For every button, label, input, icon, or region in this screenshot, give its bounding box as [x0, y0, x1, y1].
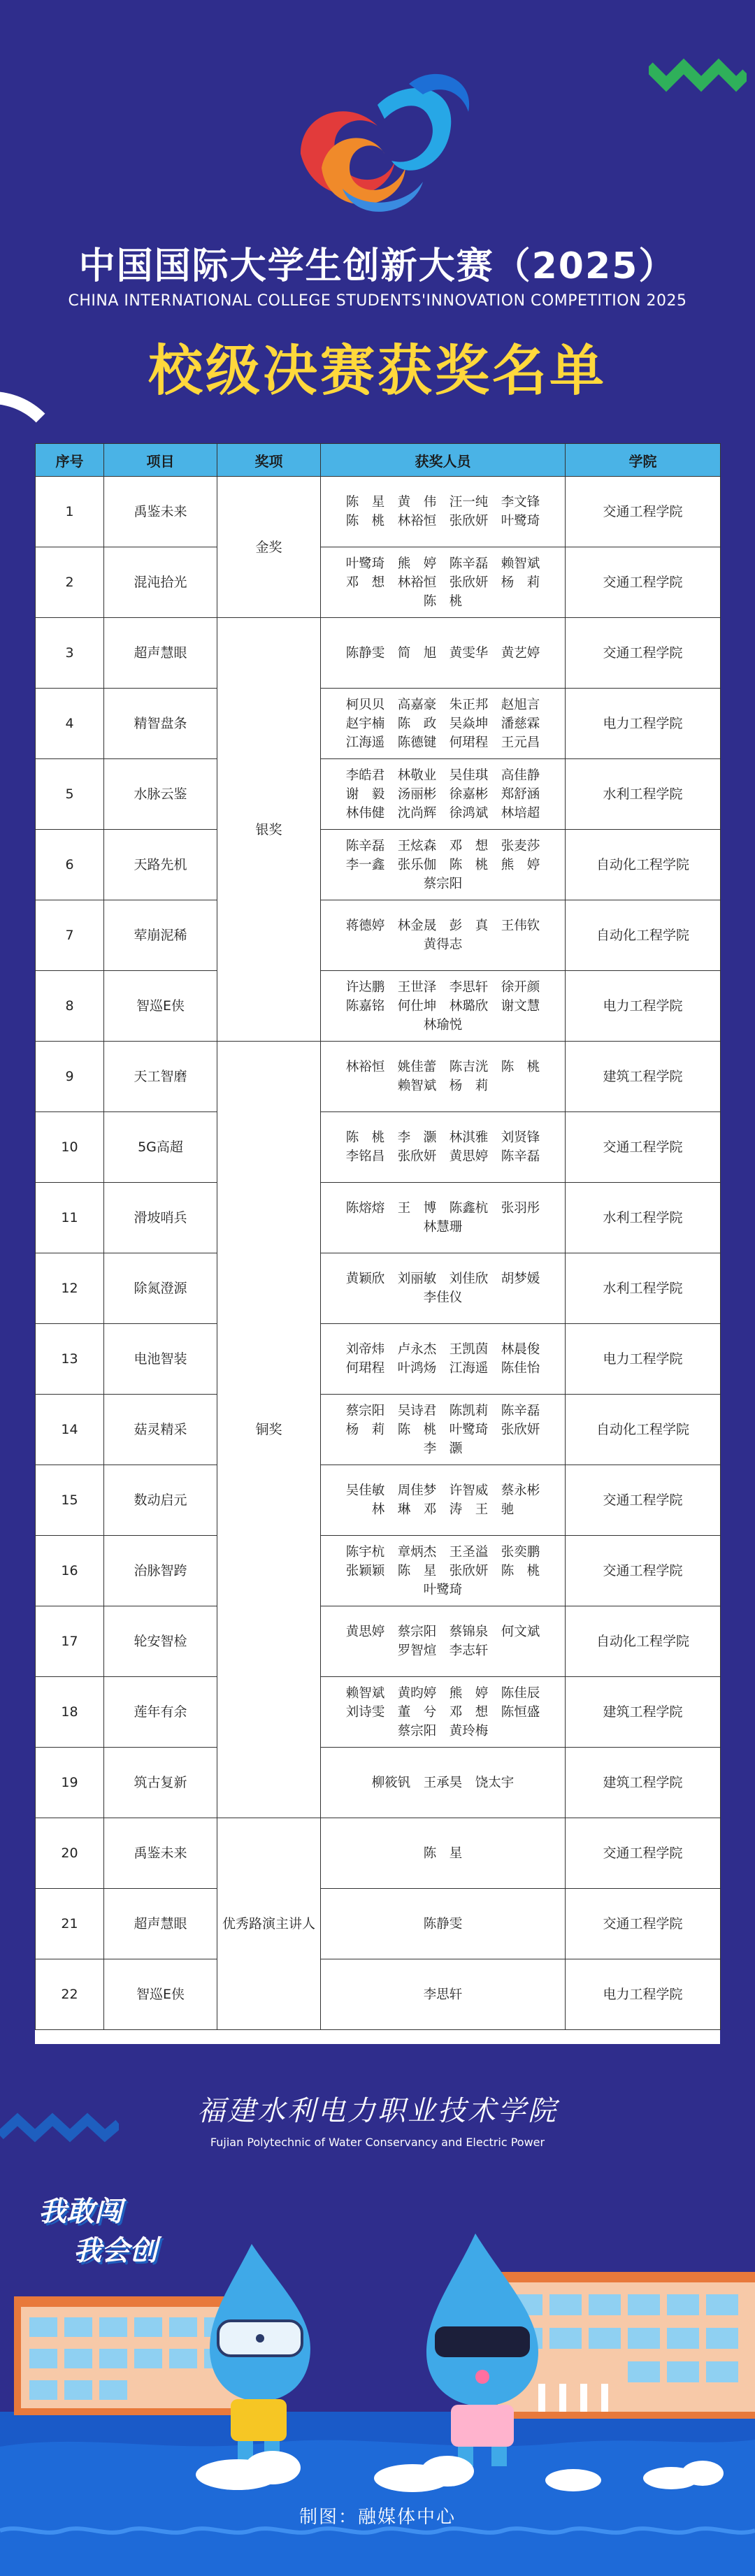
- slogan-line-1: 我敢闯: [38, 2196, 122, 2228]
- winner-line: 陈静雯 简 旭 黄雯华 黄艺婷: [345, 645, 540, 661]
- page-subtitle: 校级决赛获奖名单: [148, 340, 607, 403]
- cell-project: 天路先机: [104, 830, 217, 900]
- zigzag-decoration: [649, 49, 747, 98]
- table-row: [36, 618, 721, 689]
- cell-winners: [321, 1748, 566, 1818]
- cell-winners: [321, 1395, 566, 1465]
- header-award: 奖项: [217, 444, 321, 477]
- winner-line: 蔡宗阳 吴诗君 陈凯莉 陈辛磊: [345, 1403, 540, 1418]
- winner-line: 赖智斌 杨 莉: [397, 1079, 489, 1093]
- table-row: [36, 1395, 721, 1465]
- cell-no: 10: [36, 1112, 104, 1183]
- cell-project: 5G高超: [104, 1112, 217, 1183]
- winner-line: 陈嘉铭 何仕坤 林璐欣 谢文慧: [345, 998, 540, 1014]
- cell-no: 1: [36, 477, 104, 547]
- cell-no: 18: [36, 1677, 104, 1748]
- cell-college: 电力工程学院: [566, 1959, 721, 2030]
- competition-logo: [273, 63, 482, 231]
- table-row: [36, 1183, 721, 1253]
- winner-line: 柯贝贝 高嘉豪 朱正邦 赵旭言: [345, 697, 540, 712]
- winner-line: 何珺程 叶鸿炀 江海遥 陈佳怡: [345, 1361, 540, 1376]
- table-row: [36, 1818, 721, 1889]
- winner-line: 蒋德婷 林金晟 彭 真 王伟钦: [345, 919, 540, 933]
- cell-college: 建筑工程学院: [566, 1677, 721, 1748]
- table-row: [36, 1536, 721, 1606]
- cell-no: 5: [36, 759, 104, 830]
- cell-award: 优秀路演主讲人: [217, 1818, 321, 2030]
- cell-college: 交通工程学院: [566, 1112, 721, 1183]
- winner-line: 林裕恒 姚佳蕾 陈吉洸 陈 桃: [345, 1060, 540, 1074]
- cell-college: 自动化工程学院: [566, 1395, 721, 1465]
- header-winners: 获奖人员: [321, 444, 566, 477]
- table-header-row: [36, 444, 721, 477]
- cell-college: 水利工程学院: [566, 1253, 721, 1324]
- cell-college: 交通工程学院: [566, 618, 721, 689]
- winner-line: 陈辛磊 王炫森 邓 想 张麦莎: [345, 838, 540, 854]
- cell-college: 水利工程学院: [566, 759, 721, 830]
- cell-winners: [321, 1042, 566, 1112]
- winner-line: 蔡宗阳 黄玲梅: [397, 1723, 489, 1739]
- winner-line: 黄得志: [423, 937, 463, 952]
- table-row: [36, 1042, 721, 1112]
- winner-line: 罗智煊 李志轩: [397, 1643, 489, 1658]
- table-row: [36, 477, 721, 547]
- table-row: [36, 1677, 721, 1748]
- winner-line: 陈 桃 林裕恒 张欣妍 叶鹭琦: [345, 514, 540, 528]
- cell-project: 超声慧眼: [104, 1889, 217, 1959]
- table-row: [36, 759, 721, 830]
- header-no: 序号: [36, 444, 104, 477]
- cell-no: 21: [36, 1889, 104, 1959]
- winner-line: 江海遥 陈德键 何珺程 王元昌: [345, 735, 540, 750]
- cell-winners: [321, 900, 566, 971]
- winner-line: 陈 星: [423, 1845, 463, 1861]
- cell-project: 水脉云鉴: [104, 759, 217, 830]
- cell-college: 自动化工程学院: [566, 900, 721, 971]
- cell-winners: [321, 1183, 566, 1253]
- cell-winners: [321, 1677, 566, 1748]
- cell-project: 禹鉴未来: [104, 477, 217, 547]
- cell-no: 3: [36, 618, 104, 689]
- cell-award: 金奖: [217, 477, 321, 618]
- cell-no: 12: [36, 1253, 104, 1324]
- slogan-line-2: 我会创: [73, 2235, 157, 2267]
- table-row: [36, 1465, 721, 1536]
- table-row: [36, 689, 721, 759]
- cell-project: 电池智装: [104, 1324, 217, 1395]
- winner-line: 陈 星 黄 伟 汪一纯 李文锋: [345, 495, 540, 510]
- winner-line: 赖智斌 黄昀婷 熊 婷 陈佳辰: [345, 1685, 540, 1701]
- header-college: 学院: [566, 444, 721, 477]
- cell-winners: [321, 1465, 566, 1536]
- cell-college: 电力工程学院: [566, 971, 721, 1042]
- cell-winners: [321, 1536, 566, 1606]
- winner-line: 吴佳敏 周佳梦 许智威 蔡永彬: [345, 1483, 540, 1498]
- cell-winners: [321, 477, 566, 547]
- winner-line: 李 灏: [423, 1441, 463, 1456]
- cell-no: 17: [36, 1606, 104, 1677]
- cell-winners: [321, 830, 566, 900]
- winner-line: 林慧珊: [423, 1220, 463, 1235]
- cell-award: 银奖: [217, 618, 321, 1042]
- winner-line: 林瑜悦: [423, 1017, 463, 1032]
- winner-line: 李佳仪: [423, 1290, 463, 1305]
- cell-winners: [321, 1818, 566, 1889]
- winner-line: 叶鹭琦 熊 婷 陈辛磊 赖智斌: [345, 556, 540, 571]
- cell-winners: [321, 1959, 566, 2030]
- winner-line: 陈熔熔 王 博 陈鑫杭 张羽彤: [345, 1201, 540, 1216]
- cell-college: 交通工程学院: [566, 547, 721, 618]
- cell-winners: [321, 1606, 566, 1677]
- table-row: [36, 547, 721, 618]
- winner-line: 林 琳 邓 涛 王 驰: [371, 1502, 515, 1517]
- table-row: [36, 900, 721, 971]
- winner-line: 林伟健 沈尚辉 徐鸿斌 林培超: [345, 805, 540, 821]
- table-row: [36, 1959, 721, 2030]
- cell-no: 8: [36, 971, 104, 1042]
- header-project: 项目: [104, 444, 217, 477]
- cell-winners: [321, 618, 566, 689]
- cell-college: 建筑工程学院: [566, 1748, 721, 1818]
- cell-college: 自动化工程学院: [566, 830, 721, 900]
- cell-no: 11: [36, 1183, 104, 1253]
- table-row: [36, 1889, 721, 1959]
- cell-project: 菇灵精采: [104, 1395, 217, 1465]
- cell-no: 15: [36, 1465, 104, 1536]
- winner-line: 张颖颖 陈 星 张欣妍 陈 桃: [345, 1563, 540, 1578]
- cell-winners: [321, 1112, 566, 1183]
- winner-line: 李皓君 林敬业 吴佳琪 高佳静: [345, 768, 540, 783]
- page-title-english: CHINA INTERNATIONAL COLLEGE STUDENTS'INNOVATION COMPETITION 2025: [68, 292, 687, 310]
- award-table-body: [36, 477, 721, 2030]
- cell-project: 治脉智跨: [104, 1536, 217, 1606]
- table-row: [36, 830, 721, 900]
- table-row: [36, 1606, 721, 1677]
- cell-college: 交通工程学院: [566, 477, 721, 547]
- zigzag-decoration-left: [0, 2111, 119, 2153]
- cell-college: 电力工程学院: [566, 1324, 721, 1395]
- cell-project: 筑古复新: [104, 1748, 217, 1818]
- cell-winners: [321, 1253, 566, 1324]
- cell-project: 精智盘条: [104, 689, 217, 759]
- cell-project: 智巡E侠: [104, 971, 217, 1042]
- winner-line: 黄思婷 蔡宗阳 蔡锦泉 何文斌: [345, 1625, 540, 1639]
- winner-line: 陈 桃 李 灏 林淇雅 刘贤锋: [345, 1130, 540, 1145]
- winner-line: 许达鹏 王世泽 李思轩 徐开颜: [345, 979, 540, 995]
- cell-project: 轮安智检: [104, 1606, 217, 1677]
- cell-no: 9: [36, 1042, 104, 1112]
- cell-winners: [321, 547, 566, 618]
- winner-line: 陈静雯: [423, 1916, 463, 1931]
- cell-college: 建筑工程学院: [566, 1042, 721, 1112]
- winner-line: 陈 桃: [423, 593, 463, 609]
- cell-no: 16: [36, 1536, 104, 1606]
- table-row: [36, 1748, 721, 1818]
- winner-line: 刘帝炜 卢永杰 王凯茵 林晨俊: [345, 1342, 540, 1357]
- winner-line: 谢 毅 汤丽彬 徐嘉彬 郑舒涵: [345, 786, 540, 802]
- winner-line: 邓 想 林裕恒 张欣妍 杨 莉: [345, 575, 540, 590]
- winner-line: 黄颖欣 刘丽敏 刘佳欣 胡梦媛: [345, 1272, 540, 1286]
- table-row: [36, 1253, 721, 1324]
- cell-project: 混沌拾光: [104, 547, 217, 618]
- cell-college: 自动化工程学院: [566, 1606, 721, 1677]
- cell-winners: [321, 1889, 566, 1959]
- winner-line: 陈宇杭 章炳杰 王圣溢 张奕鹏: [345, 1544, 540, 1560]
- cell-no: 20: [36, 1818, 104, 1889]
- cell-college: 交通工程学院: [566, 1536, 721, 1606]
- award-table: [35, 443, 721, 2030]
- cell-college: 水利工程学院: [566, 1183, 721, 1253]
- cell-no: 2: [36, 547, 104, 618]
- winner-line: 叶鹭琦: [423, 1582, 463, 1597]
- winner-line: 赵宇楠 陈 政 吴焱坤 潘慈霖: [345, 716, 540, 731]
- cell-project: 天工智磨: [104, 1042, 217, 1112]
- table-row: [36, 971, 721, 1042]
- table-row: [36, 1324, 721, 1395]
- cell-project: 超声慧眼: [104, 618, 217, 689]
- winner-line: 蔡宗阳: [423, 876, 463, 891]
- award-table-container: [35, 443, 720, 2044]
- cell-project: 滑坡哨兵: [104, 1183, 217, 1253]
- cell-project: 数动启元: [104, 1465, 217, 1536]
- cell-project: 禹鉴未来: [104, 1818, 217, 1889]
- winner-line: 柳筱钒 王承昊 饶太宇: [371, 1775, 515, 1790]
- winner-line: 李思轩: [423, 1987, 463, 2002]
- cell-college: 交通工程学院: [566, 1465, 721, 1536]
- winner-line: 李一鑫 张乐伽 陈 桃 熊 婷: [345, 857, 540, 872]
- footer-credit: 制图：融媒体中心: [299, 2507, 456, 2528]
- cell-winners: [321, 1324, 566, 1395]
- cell-college: 交通工程学院: [566, 1889, 721, 1959]
- cell-project: 除氮澄源: [104, 1253, 217, 1324]
- school-name: 福建水利电力职业技术学院: [197, 2095, 558, 2127]
- cell-no: 19: [36, 1748, 104, 1818]
- cell-no: 4: [36, 689, 104, 759]
- table-row: [36, 1112, 721, 1183]
- winner-line: 杨 莉 陈 桃 叶鹭琦 张欣妍: [345, 1422, 540, 1437]
- cell-award: 铜奖: [217, 1042, 321, 1818]
- winner-line: 刘诗雯 董 兮 邓 想 陈恒盛: [345, 1704, 540, 1720]
- page-title: 中国国际大学生创新大赛（2025）: [78, 245, 677, 287]
- cell-college: 交通工程学院: [566, 1818, 721, 1889]
- winner-line: 李铭昌 张欣妍 黄思婷 陈辛磊: [345, 1149, 540, 1164]
- cell-no: 6: [36, 830, 104, 900]
- cell-no: 13: [36, 1324, 104, 1395]
- cell-no: 14: [36, 1395, 104, 1465]
- cell-winners: [321, 759, 566, 830]
- cell-no: 7: [36, 900, 104, 971]
- cell-winners: [321, 689, 566, 759]
- cell-project: 智巡E侠: [104, 1959, 217, 2030]
- cell-no: 22: [36, 1959, 104, 2030]
- school-name-english: Fujian Polytechnic of Water Conservancy and Electric Power: [210, 2136, 545, 2149]
- cell-winners: [321, 971, 566, 1042]
- cell-college: 电力工程学院: [566, 689, 721, 759]
- cell-project: 荤崩泥稀: [104, 900, 217, 971]
- cell-project: 莲年有余: [104, 1677, 217, 1748]
